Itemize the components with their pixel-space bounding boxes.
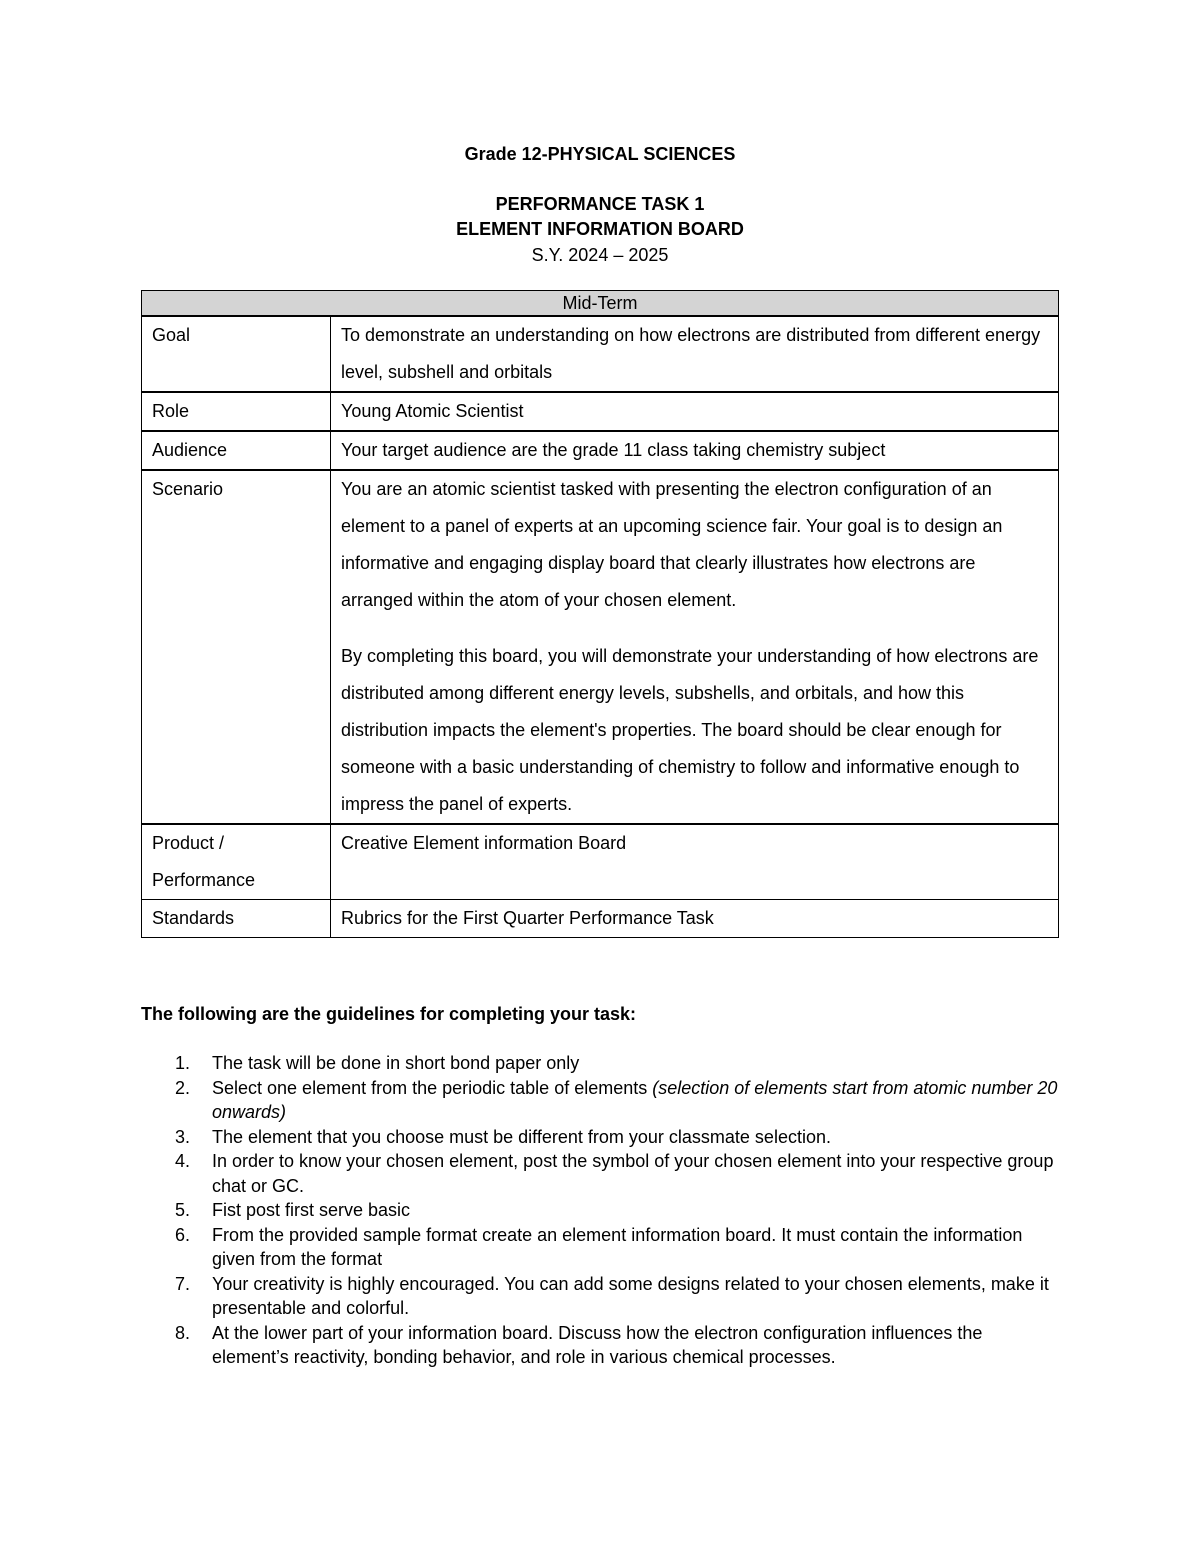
school-year: S.Y. 2024 – 2025 (531, 245, 669, 265)
item-number: 7. (175, 1273, 191, 1294)
section-header: Mid-Term (142, 291, 1059, 317)
item-text: The task will be done in short bond paper only (212, 1053, 580, 1073)
row-label: Role (142, 392, 331, 431)
row-value: Creative Element information Board (331, 824, 1059, 900)
item-text: In order to know your chosen element, post the symbol of your chosen element into your respective group chat or GC. (212, 1151, 1054, 1196)
item-number: 2. (175, 1077, 191, 1098)
row-value: Your target audience are the grade 11 class taking chemistry subject (331, 431, 1059, 470)
scenario-text (331, 470, 1059, 824)
row-value: Rubrics for the First Quarter Performance Task (331, 900, 1059, 938)
list-item (141, 1125, 1061, 1150)
list-item (141, 1272, 1061, 1321)
table-header-row (142, 291, 1059, 317)
guidelines-title: The following are the guidelines for completing your task: (141, 1004, 637, 1024)
row-label: Goal (142, 316, 331, 392)
row-label: Audience (142, 431, 331, 470)
item-number: 5. (175, 1200, 191, 1220)
board-title: ELEMENT INFORMATION BOARD (456, 219, 744, 239)
item-text: From the provided sample format create an element information board. It must contain the information given from the format (212, 1224, 1023, 1269)
item-text: At the lower part of your information board. Discuss how the electron configuration influences the element’s reactivity, bonding behavior, and role in various chemical processes. (212, 1322, 983, 1367)
item-number: 6. (175, 1224, 191, 1245)
row-label: Standards (142, 900, 331, 938)
task-title: PERFORMANCE TASK 1 (495, 194, 705, 214)
grasps-table (141, 290, 1059, 938)
list-item (141, 1149, 1061, 1198)
row-label: Product / Performance (142, 824, 331, 900)
item-text: Your creativity is highly encouraged. You can add some designs related to your chosen elements, make it presentable and colorful. (212, 1273, 1049, 1318)
table-row (142, 316, 1059, 392)
row-label: Scenario (142, 470, 331, 824)
scenario-paragraph: By completing this board, you will demonstrate your understanding of how electrons are distributed among different energy levels, subshells, and orbitals, and how this distribution impacts the element's properties. The board should be clear enough for someone with a basic understanding of chemistry to follow and informative enough to impress the panel of experts. (341, 646, 1039, 814)
item-number: 3. (175, 1126, 191, 1147)
table-row (142, 824, 1059, 900)
item-number: 4. (175, 1151, 191, 1171)
item-text: Select one element from the periodic table of elements (212, 1077, 653, 1098)
course-title: Grade 12-PHYSICAL SCIENCES (464, 144, 736, 164)
list-item (141, 1051, 1061, 1076)
list-item (141, 1321, 1061, 1370)
table-row (142, 470, 1059, 824)
item-note: (selection of elements start from atomic number 20 onwards) (212, 1077, 1058, 1122)
table-row (142, 431, 1059, 470)
table-row (142, 900, 1059, 938)
row-value: To demonstrate an understanding on how electrons are distributed from different energy level, subshell and orbitals (331, 316, 1059, 392)
list-item (141, 1198, 1061, 1223)
list-item (141, 1223, 1061, 1272)
item-text: The element that you choose must be different from your classmate selection. (212, 1126, 831, 1147)
row-value: Young Atomic Scientist (331, 392, 1059, 431)
item-number: 1. (175, 1053, 191, 1073)
scenario-paragraph: You are an atomic scientist tasked with presenting the electron configuration of an element to a panel of experts at an upcoming science fair. Your goal is to design an informative and engaging display board that clearly illustrates how electrons are arranged within the atom of your chosen element. (341, 479, 1003, 610)
list-item (141, 1076, 1061, 1125)
guidelines-list (141, 1051, 1061, 1370)
table-row (142, 392, 1059, 431)
item-text: Fist post first serve basic (212, 1200, 411, 1220)
item-number: 8. (175, 1322, 191, 1343)
